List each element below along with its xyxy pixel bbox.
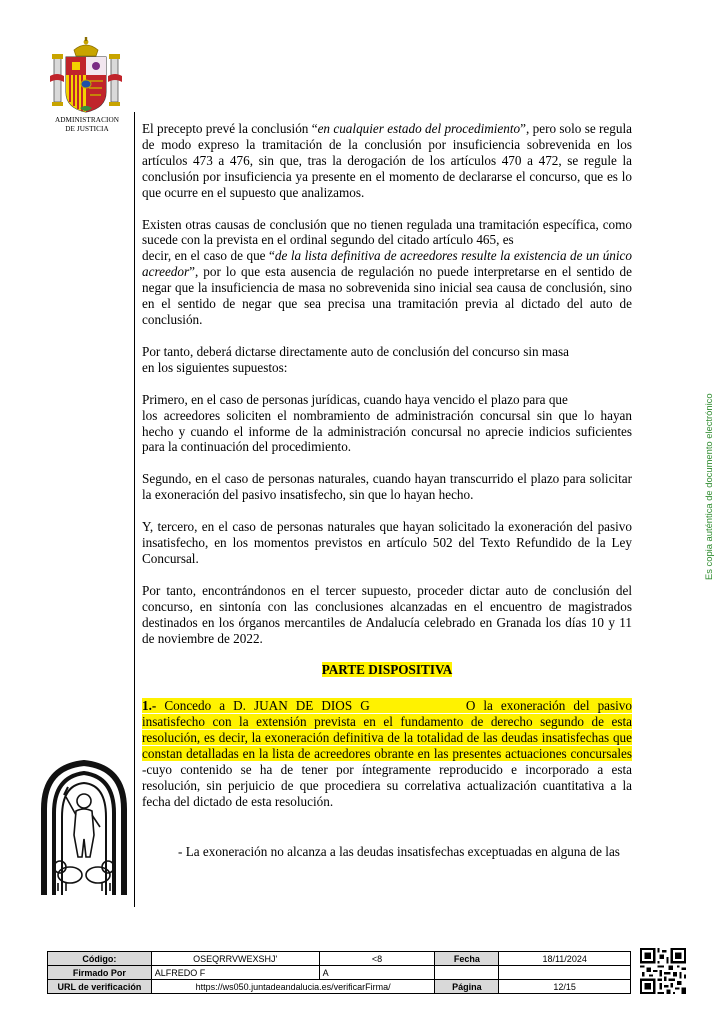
junta-andalucia-emblem	[36, 757, 132, 895]
pagina-label: Página	[435, 980, 499, 994]
fecha-label: Fecha	[435, 952, 499, 966]
codigo-value: OSEQRRVWEXSHJ'	[151, 952, 319, 966]
firmado-extra: A	[319, 966, 435, 980]
margin-rule	[134, 112, 135, 907]
paragraph-tercero: Y, tercero, en el caso de personas naturales que hayan solicitado la exoneración del pasivo insatisfecho, en los momentos previstos en artículo 502 del Texto Refundido de la Ley Concursal.	[142, 519, 632, 566]
qr-code-icon	[640, 948, 686, 994]
url-label: URL de verificación	[48, 980, 152, 994]
paragraph-segundo: Segundo, en el caso de personas naturales, cuando hayan transcurrido el plazo para solicitar la exoneración del pasivo insatisfecho, sin que lo hayan hecho.	[142, 471, 632, 503]
footer-row-firmado	[48, 966, 631, 980]
firmado-value: ALFREDO F	[151, 966, 319, 980]
redaction-block	[378, 699, 458, 711]
institution-line-1: ADMINISTRACION	[54, 116, 120, 124]
authenticity-side-note: Es copia auténtica de documento electrónico	[703, 393, 714, 580]
codigo-label: Código:	[48, 952, 152, 966]
pagina-value: 12/15	[499, 980, 631, 994]
footer-row-url	[48, 980, 631, 994]
paragraph-por-tanto: Por tanto, deberá dictarse directamente auto de conclusión del concurso sin masa en los siguientes supuestos:	[142, 343, 569, 375]
institution-caption	[40, 116, 134, 134]
codigo-extra: <8	[319, 952, 435, 966]
paragraph-precepto: El precepto prevé la conclusión “en cualquier estado del procedimiento”, pero solo se regula de modo expreso la tramitación de la conclusión por insuficiencia sobrevenida en los artículos 473 a 476, sin que, tras la derogación de los artículos 470 a 472, se regule la conclusión por insuficiencia ya presente en el momento de declararse el concurso, que es lo que ocurre en el supuesto que analizamos.	[142, 121, 632, 200]
institution-line-2: DE JUSTICIA	[65, 125, 109, 133]
verification-url[interactable]: https://ws050.juntadeandalucia.es/verificarFirma/	[151, 980, 435, 994]
signature-footer-table	[47, 951, 631, 994]
dispositive-item-1: 1.- Concedo a D. JUAN DE DIOS G O la exoneración del pasivo insatisfecho con la extensión prevista en el fundamento de derecho segundo de esta resolución, es decir, la exoneración definitiva de la totalidad de las deudas insatisfechas que constan detalladas en la lista de acreedores obrante en las presentes actuaciones concursales -cuyo contenido se ha de tener por íntegramente reproducido e incorporado a esta resolución, sin perjuicio de que procediera su correlativa actualización cuantitativa a la fecha del dictado de esta resolución.	[142, 698, 632, 809]
coat-of-arms-emblem	[44, 36, 128, 118]
paragraph-conclusion: Por tanto, encontrándonos en el tercer supuesto, proceder dictar auto de conclusión del concurso, en sintonía con las conclusiones alcanzadas en el encuentro de magistrados destinados en los órganos mercantiles de Andalucía celebrado en Granada los días 10 y 11 de noviembre de 2022.	[142, 582, 632, 646]
paragraph-primero: Primero, en el caso de personas jurídicas, cuando haya vencido el plazo para que los acreedores soliciten el nombramiento de administración concursal sin que lo hayan hecho y cuando el informe de la administración concursal no aprecie indicios suficientes para la continuación del procedimiento.	[142, 391, 632, 455]
document-body	[142, 121, 632, 876]
firmado-label: Firmado Por	[48, 966, 152, 980]
section-title: PARTE DISPOSITIVA	[321, 662, 453, 678]
fecha-value: 18/11/2024	[499, 952, 631, 966]
footer-row-codigo	[48, 952, 631, 966]
dispositive-item-2: - La exoneración no alcanza a las deudas insatisfechas exceptuadas en alguna de las	[178, 843, 620, 859]
paragraph-otras-causas: Existen otras causas de conclusión que no tienen regulada una tramitación específica, como sucede con la prevista en el ordinal segundo del citado artículo 465, es decir, en el caso de que “de la lista definitiva de acreedores resulte la existencia de un único acreedor”, por lo que esta ausencia de regulación no puede interpretarse en el sentido de negar que la insuficiencia de masa no sobrevenida sino inicial sea causa de conclusión, sino en el sentido de negar que sea precisa una tramitación previa al dictado del auto de conclusión.	[142, 216, 632, 327]
